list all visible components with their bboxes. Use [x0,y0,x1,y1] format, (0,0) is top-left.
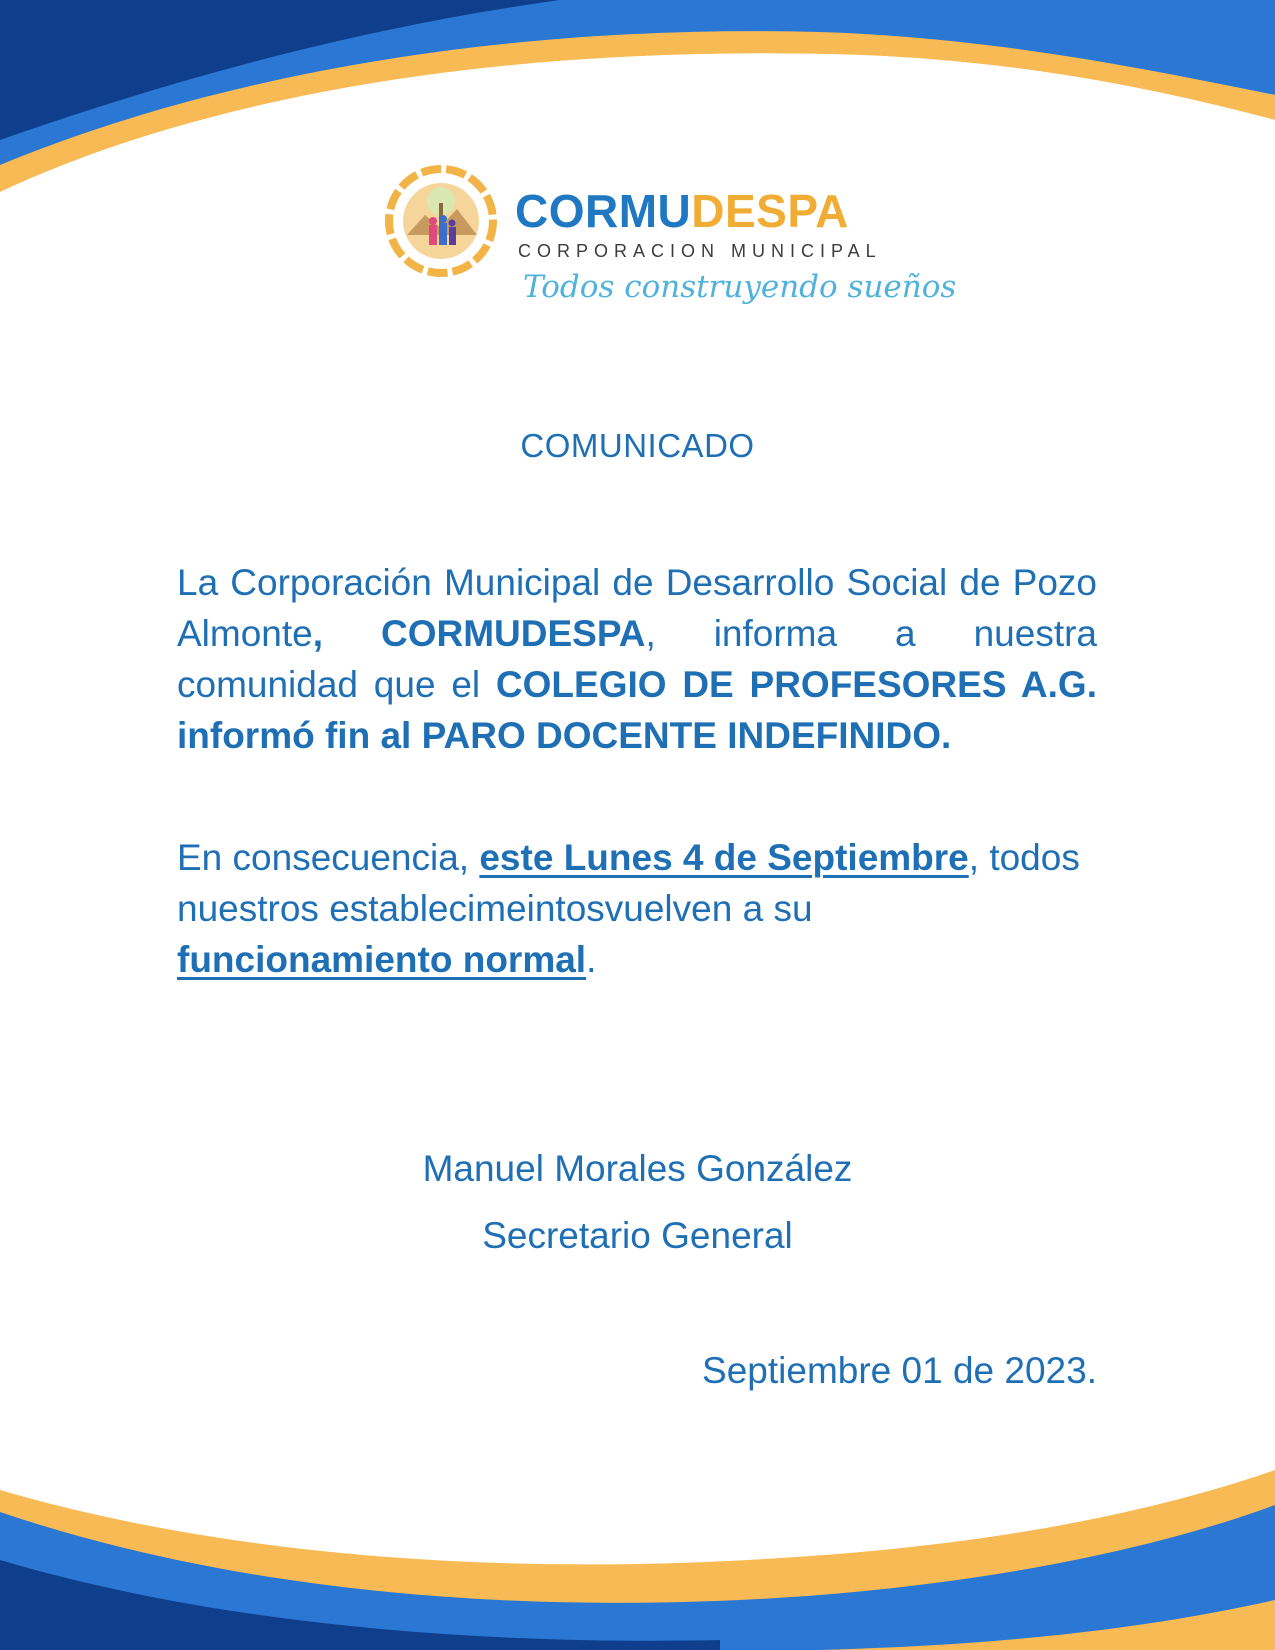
brand-name-part1: CORMU [515,185,692,237]
announcement-paragraph [177,557,1097,761]
cormudespa-logo [385,162,957,322]
paragraph2-part5: . [586,939,597,980]
brand-subtitle: CORPORACION MUNICIPAL [518,241,882,261]
signatory-title: Secretario General [482,1215,793,1256]
paragraph2-part3: , todos nuestros establecimeintosvuelven a su [177,837,1080,929]
paragraph2-date-emphasis: este Lunes 4 de Septiembre [479,837,969,878]
brand-name [515,185,849,237]
paragraph1-part2: , CORMUDESPA [312,613,646,654]
brand-tagline: Todos construyendo sueños [523,269,957,305]
signatory-name: Manuel Morales González [422,1148,853,1189]
paragraph2-status-emphasis: funcionamiento normal [177,939,587,980]
paragraph1-part4: COLEGIO DE PROFESORES A.G. informó fin al PARO DOCENTE INDEFINIDO. [177,664,1097,756]
document-heading: COMUNICADO [520,427,755,464]
document-date: Septiembre 01 de 2023. [702,1350,1097,1391]
consequence-paragraph [177,832,1097,985]
paragraph2-part1: En consecuencia, [177,837,480,878]
sun-tree-family-icon [385,165,497,277]
paragraph1-part3: , informa a nuestra comunidad que el [177,613,1097,705]
bottom-decorative-wave [0,1450,1275,1650]
paragraph1-part1: La Corporación Municipal de Desarrollo Social de Pozo Almonte [177,562,1097,654]
brand-name-part2: DESPA [691,185,849,237]
